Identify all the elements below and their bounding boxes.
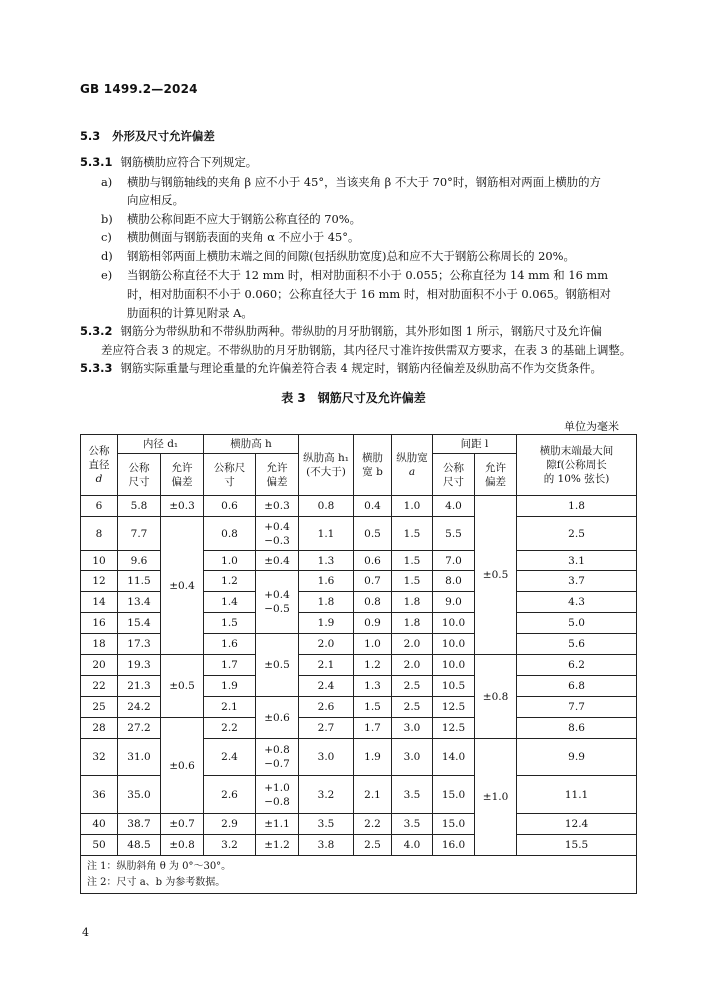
table-cell: 6.8 bbox=[517, 676, 637, 697]
table-unit: 单位为毫米 bbox=[564, 420, 619, 433]
table-cell: 0.6 bbox=[354, 551, 392, 571]
table-cell: 2.2 bbox=[204, 718, 256, 739]
table-caption: 表 3 钢筋尺寸及允许偏差 bbox=[281, 391, 426, 405]
table-cell: ±1.0 bbox=[475, 739, 517, 856]
table-cell: 3.2 bbox=[299, 776, 354, 814]
table-cell: 22 bbox=[81, 676, 118, 697]
table-cell: 1.5 bbox=[204, 613, 256, 634]
table-cell: +0.4 −0.5 bbox=[256, 571, 299, 634]
header-rib-width: 横肋 宽 b bbox=[354, 435, 392, 496]
table-cell: 16.0 bbox=[433, 835, 475, 856]
table-cell: ±0.5 bbox=[475, 496, 517, 655]
note-2: 注 2：尺寸 a、b 为参考数据。 bbox=[87, 876, 226, 888]
table-cell: 12 bbox=[81, 571, 118, 592]
header-inner-diameter: 内径 d₁ bbox=[118, 435, 204, 454]
table-cell: 2.5 bbox=[392, 676, 433, 697]
clause-5-3-2-cont: 差应符合表 3 的规定。不带纵肋的月牙肋钢筋，其内径尺寸准许按供需双方要求，在表 3 的基础上调整。 bbox=[101, 343, 632, 357]
table-cell: ±1.2 bbox=[256, 835, 299, 856]
table-cell: 1.0 bbox=[392, 496, 433, 517]
table-cell: ±0.3 bbox=[256, 496, 299, 517]
table-cell: 14 bbox=[81, 592, 118, 613]
table-cell: ±0.3 bbox=[161, 496, 204, 517]
table-cell: 31.0 bbox=[118, 739, 161, 776]
table-cell: 12.4 bbox=[517, 814, 637, 835]
table-row bbox=[81, 835, 637, 856]
table-cell: 5.0 bbox=[517, 613, 637, 634]
header-h-tolerance: 允许 偏差 bbox=[256, 454, 299, 496]
dimension-table bbox=[80, 434, 637, 894]
standard-header: GB 1499.2—2024 bbox=[80, 82, 198, 96]
header-long-rib-height: 纵肋高 h₁ (不大于) bbox=[299, 435, 354, 496]
table-cell: 2.4 bbox=[204, 739, 256, 776]
table-cell: 50 bbox=[81, 835, 118, 856]
table-row bbox=[81, 655, 637, 676]
header-rib-height: 横肋高 h bbox=[204, 435, 299, 454]
table-cell: ±1.1 bbox=[256, 814, 299, 835]
table-cell: 2.6 bbox=[204, 776, 256, 814]
list-item-b: b) 横肋公称间距不应大于钢筋公称直径的 70%。 bbox=[101, 212, 361, 226]
table-cell: ±0.7 bbox=[161, 814, 204, 835]
table-cell: 13.4 bbox=[118, 592, 161, 613]
table-cell: 1.8 bbox=[517, 496, 637, 517]
table-cell: 0.9 bbox=[354, 613, 392, 634]
table-cell: 2.5 bbox=[517, 517, 637, 551]
table-cell: 1.5 bbox=[392, 551, 433, 571]
clause-5-3-3: 5.3.3 钢筋实际重量与理论重量的允许偏差符合表 4 规定时，钢筋内径偏差及纵肋高不作为交货条件。 bbox=[80, 361, 602, 375]
table-cell: 1.7 bbox=[204, 655, 256, 676]
table-cell: 15.0 bbox=[433, 776, 475, 814]
table-cell: 10.0 bbox=[433, 613, 475, 634]
table-cell: 8.0 bbox=[433, 571, 475, 592]
table-cell: 10.5 bbox=[433, 676, 475, 697]
header-max-gap: 横肋末端最大间 隙f(公称周长 的 10% 弦长) bbox=[517, 435, 637, 496]
table-cell: 2.7 bbox=[299, 718, 354, 739]
table-cell: 20 bbox=[81, 655, 118, 676]
table-cell: 2.5 bbox=[392, 697, 433, 718]
table-cell: 5.6 bbox=[517, 634, 637, 655]
table-cell: 18 bbox=[81, 634, 118, 655]
table-cell: 16 bbox=[81, 613, 118, 634]
table-cell: 2.1 bbox=[299, 655, 354, 676]
table-cell: 1.8 bbox=[392, 592, 433, 613]
table-cell: 36 bbox=[81, 776, 118, 814]
table-cell: 5.5 bbox=[433, 517, 475, 551]
table-cell: 15.5 bbox=[517, 835, 637, 856]
table-cell: 2.0 bbox=[392, 634, 433, 655]
table-cell: 11.1 bbox=[517, 776, 637, 814]
table-cell: 3.5 bbox=[392, 814, 433, 835]
table-cell: +1.0 −0.8 bbox=[256, 776, 299, 814]
table-cell: 1.5 bbox=[354, 697, 392, 718]
table-cell: 2.0 bbox=[299, 634, 354, 655]
list-item-a: a) 横肋与钢筋轴线的夹角 β 应不小于 45°，当该夹角 β 不大于 70°时，钢筋相对两面上横肋的方 bbox=[101, 175, 601, 189]
table-cell: 6.2 bbox=[517, 655, 637, 676]
clause-5-3-1: 5.3.1 钢筋横肋应符合下列规定。 bbox=[80, 155, 258, 169]
table-cell: 1.4 bbox=[204, 592, 256, 613]
table-cell: 1.9 bbox=[204, 676, 256, 697]
table-cell: 0.8 bbox=[299, 496, 354, 517]
table-cell: 3.7 bbox=[517, 571, 637, 592]
header-long-rib-width: 纵肋宽 a bbox=[392, 435, 433, 496]
table-cell: 15.0 bbox=[433, 814, 475, 835]
table-cell: 2.2 bbox=[354, 814, 392, 835]
table-cell: 11.5 bbox=[118, 571, 161, 592]
table-cell: 2.1 bbox=[204, 697, 256, 718]
table-row bbox=[81, 517, 637, 551]
table-cell: 1.6 bbox=[204, 634, 256, 655]
table-cell: 25 bbox=[81, 697, 118, 718]
table-cell: 0.8 bbox=[354, 592, 392, 613]
table-cell: 10 bbox=[81, 551, 118, 571]
header-nominal-diameter: 公称 直径 d bbox=[81, 435, 118, 496]
table-cell: ±0.5 bbox=[256, 634, 299, 697]
table-cell: +0.4 −0.3 bbox=[256, 517, 299, 551]
table-cell: 3.0 bbox=[299, 739, 354, 776]
table-row bbox=[81, 496, 637, 517]
table-cell: 5.8 bbox=[118, 496, 161, 517]
table-cell: 10.0 bbox=[433, 655, 475, 676]
header-spacing: 间距 l bbox=[433, 435, 517, 454]
table-cell: 48.5 bbox=[118, 835, 161, 856]
table-cell: 3.8 bbox=[299, 835, 354, 856]
table-cell: 8.6 bbox=[517, 718, 637, 739]
table-cell: 2.4 bbox=[299, 676, 354, 697]
table-cell: 1.9 bbox=[354, 739, 392, 776]
table-cell: 1.0 bbox=[354, 634, 392, 655]
table-cell: 0.7 bbox=[354, 571, 392, 592]
table-cell: 1.5 bbox=[392, 517, 433, 551]
table-cell: 17.3 bbox=[118, 634, 161, 655]
list-item-e-cont1: 时，相对肋面积不小于 0.060；公称直径大于 16 mm 时，相对肋面积不小于 0.065。钢筋相对 bbox=[127, 287, 611, 301]
table-cell: 3.1 bbox=[517, 551, 637, 571]
list-item-e-cont2: 肋面积的计算见附录 A。 bbox=[127, 306, 253, 320]
table-cell: 2.5 bbox=[354, 835, 392, 856]
table-cell: 1.3 bbox=[299, 551, 354, 571]
header-l-tolerance: 允许 偏差 bbox=[475, 454, 517, 496]
header-h-nominal: 公称尺 寸 bbox=[204, 454, 256, 496]
table-cell: 4.0 bbox=[392, 835, 433, 856]
table-cell: 2.9 bbox=[204, 814, 256, 835]
table-row bbox=[81, 814, 637, 835]
table-cell: 1.1 bbox=[299, 517, 354, 551]
table-cell: 35.0 bbox=[118, 776, 161, 814]
header-d1-tolerance: 允许 偏差 bbox=[161, 454, 204, 496]
table-cell: 1.5 bbox=[392, 571, 433, 592]
table-cell: 3.5 bbox=[299, 814, 354, 835]
table-cell: 12.5 bbox=[433, 718, 475, 739]
table-cell: 21.3 bbox=[118, 676, 161, 697]
table-cell: 1.8 bbox=[299, 592, 354, 613]
table-cell: 32 bbox=[81, 739, 118, 776]
table-cell: ±0.8 bbox=[161, 835, 204, 856]
table-cell: 0.5 bbox=[354, 517, 392, 551]
table-cell: 9.9 bbox=[517, 739, 637, 776]
table-cell: 9.6 bbox=[118, 551, 161, 571]
header-l-nominal: 公称 尺寸 bbox=[433, 454, 475, 496]
table-cell: 1.6 bbox=[299, 571, 354, 592]
table-cell bbox=[81, 856, 637, 894]
table-cell: 3.0 bbox=[392, 718, 433, 739]
table-cell: 1.3 bbox=[354, 676, 392, 697]
table-cell: ±0.4 bbox=[256, 551, 299, 571]
table-cell: 2.0 bbox=[392, 655, 433, 676]
table-cell: 3.5 bbox=[392, 776, 433, 814]
table-cell: 0.8 bbox=[204, 517, 256, 551]
page-number: 4 bbox=[82, 926, 89, 939]
list-item-e: e) 当钢筋公称直径不大于 12 mm 时，相对肋面积不小于 0.055；公称直径为 14 mm 和 16 mm bbox=[101, 268, 609, 282]
table-cell: 8 bbox=[81, 517, 118, 551]
header-d1-nominal: 公称 尺寸 bbox=[118, 454, 161, 496]
table-cell: ±0.6 bbox=[161, 718, 204, 814]
list-item-a-cont: 向应相反。 bbox=[127, 193, 184, 207]
table-cell: 19.3 bbox=[118, 655, 161, 676]
table-cell: 14.0 bbox=[433, 739, 475, 776]
list-item-c: c) 横肋侧面与钢筋表面的夹角 α 不应小于 45°。 bbox=[101, 230, 360, 244]
table-cell: 1.8 bbox=[392, 613, 433, 634]
table-cell: 1.0 bbox=[204, 551, 256, 571]
table-cell: 7.7 bbox=[118, 517, 161, 551]
table-cell: 28 bbox=[81, 718, 118, 739]
table-cell: ±0.6 bbox=[256, 697, 299, 739]
table-cell: 9.0 bbox=[433, 592, 475, 613]
table-cell: 1.7 bbox=[354, 718, 392, 739]
table-cell: ±0.5 bbox=[161, 655, 204, 718]
table-cell: 12.5 bbox=[433, 697, 475, 718]
table-row bbox=[81, 718, 637, 739]
table-cell: 24.2 bbox=[118, 697, 161, 718]
table-cell: 15.4 bbox=[118, 613, 161, 634]
note-1: 注 1：纵肋斜角 θ 为 0°～30°。 bbox=[87, 860, 232, 872]
table-cell: 10.0 bbox=[433, 634, 475, 655]
table-cell: 3.2 bbox=[204, 835, 256, 856]
table-notes bbox=[81, 856, 637, 894]
table-cell: 1.9 bbox=[299, 613, 354, 634]
list-item-d: d) 钢筋相邻两面上横肋末端之间的间隙(包括纵肋宽度)总和应不大于钢筋公称周长的 20%。 bbox=[101, 249, 575, 263]
table-cell: 38.7 bbox=[118, 814, 161, 835]
table-cell: 3.0 bbox=[392, 739, 433, 776]
section-heading: 5.3 外形及尺寸允许偏差 bbox=[80, 129, 215, 143]
table-cell: 6 bbox=[81, 496, 118, 517]
table-cell: 0.4 bbox=[354, 496, 392, 517]
table-cell: 1.2 bbox=[354, 655, 392, 676]
table-cell: 1.2 bbox=[204, 571, 256, 592]
table-cell: 7.7 bbox=[517, 697, 637, 718]
table-cell: 40 bbox=[81, 814, 118, 835]
table-cell: 2.6 bbox=[299, 697, 354, 718]
clause-5-3-2: 5.3.2 钢筋分为带纵肋和不带纵肋两种。带纵肋的月牙肋钢筋，其外形如图 1 所示，钢筋尺寸及允许偏 bbox=[80, 324, 602, 338]
table-cell: +0.8 −0.7 bbox=[256, 739, 299, 776]
table-cell: 4.3 bbox=[517, 592, 637, 613]
table-cell: 2.1 bbox=[354, 776, 392, 814]
table-cell: ±0.4 bbox=[161, 517, 204, 655]
table-cell: 0.6 bbox=[204, 496, 256, 517]
table-cell: 7.0 bbox=[433, 551, 475, 571]
table-cell: 27.2 bbox=[118, 718, 161, 739]
table-cell: ±0.8 bbox=[475, 655, 517, 739]
table-cell: 4.0 bbox=[433, 496, 475, 517]
